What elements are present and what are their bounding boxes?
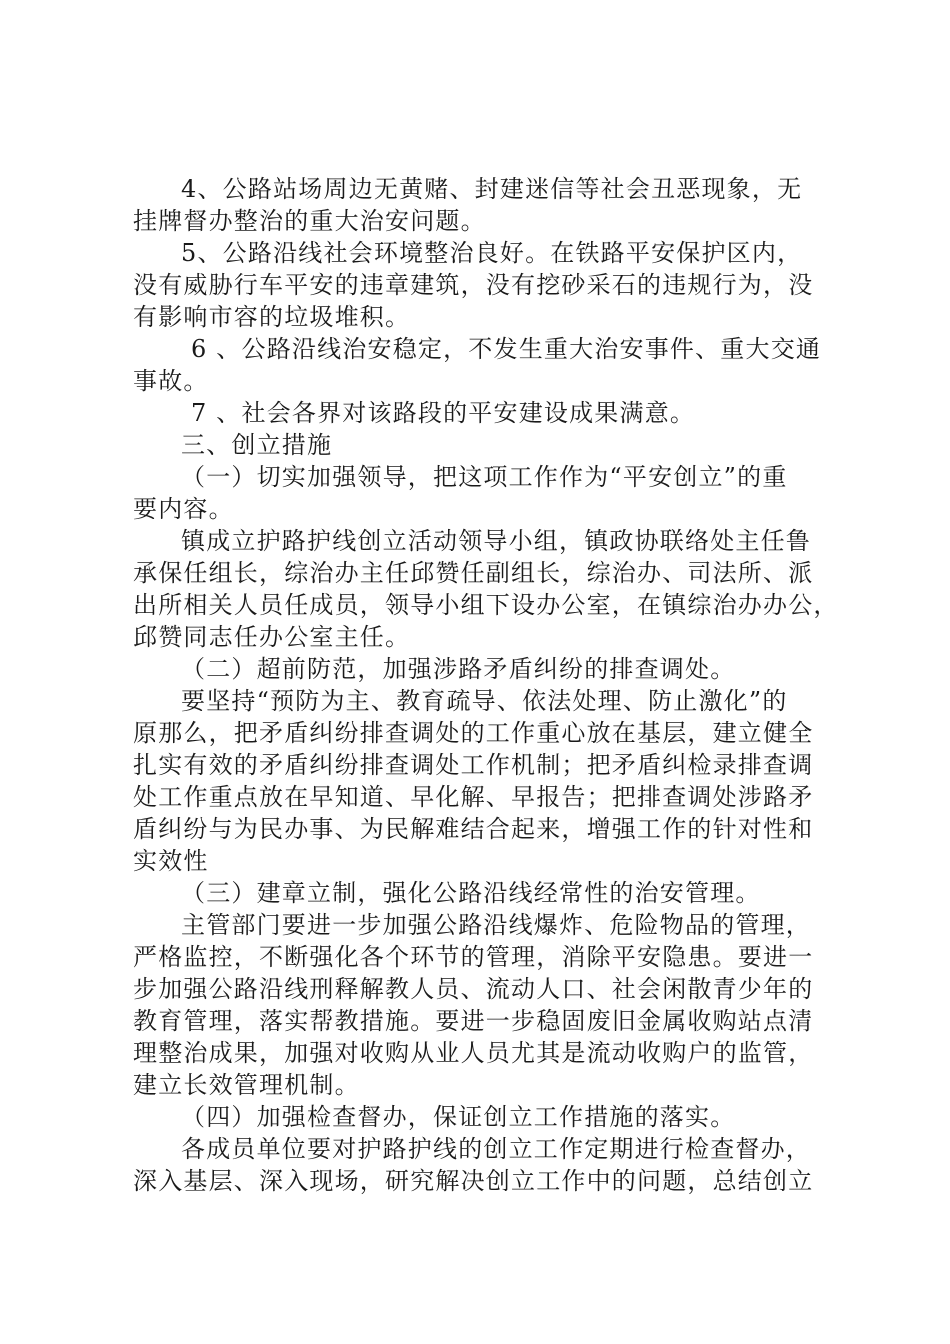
text-line: （二）超前防范，加强涉路矛盾纠纷的排查调处。 <box>181 655 736 683</box>
paragraph <box>133 877 823 909</box>
paragraph <box>133 653 823 685</box>
paragraph <box>133 237 823 333</box>
text-line: （三）建章立制，强化公路沿线经常性的治安管理。 <box>181 879 761 907</box>
text-line: 事故。 <box>133 367 209 395</box>
text-line: 教育管理，落实帮教措施。要进一步稳固废旧金属收购站点清 <box>133 1007 814 1035</box>
text-line: 5、公路沿线社会环境整治良好。在铁路平安保护区内， <box>181 239 803 267</box>
text-line: 扎实有效的矛盾纠纷排查调处工作机制；把矛盾纠检录排查调 <box>133 751 814 779</box>
text-line: 镇成立护路护线创立活动领导小组，镇政协联络处主任鲁 <box>181 527 811 555</box>
paragraph <box>133 525 839 653</box>
text-line: 处工作重点放在早知道、早化解、早报告；把排查调处涉路矛 <box>133 783 814 811</box>
paragraph <box>133 333 823 397</box>
paragraph <box>133 173 823 237</box>
text-line: 承保任组长，综治办主任邱赞任副组长，综治办、司法所、派 <box>133 559 814 587</box>
text-line: 出所相关人员任成员，领导小组下设办公室，在镇综治办办公， <box>133 591 839 619</box>
paragraph <box>133 1101 823 1133</box>
paragraph <box>133 429 823 461</box>
paragraph <box>133 1133 823 1197</box>
text-line: 要坚持“预防为主、教育疏导、依法处理、防止激化”的 <box>181 687 788 715</box>
text-line: 没有威胁行车平安的违章建筑，没有挖砂采石的违规行为，没 <box>133 271 814 299</box>
text-line: 深入基层、深入现场，研究解决创立工作中的问题，总结创立 <box>133 1167 814 1195</box>
text-line: 6 、公路沿线治安稳定，不发生重大治安事件、重大交通 <box>191 335 822 363</box>
text-line: 三、创立措施 <box>181 431 333 459</box>
text-line: （一）切实加强领导，把这项工作作为“平安创立”的重 <box>181 463 788 491</box>
text-line: 各成员单位要对护路护线的创立工作定期进行检查督办， <box>181 1135 811 1163</box>
text-line: 严格监控，不断强化各个环节的管理，消除平安隐患。要进一 <box>133 943 814 971</box>
paragraph <box>133 685 823 877</box>
text-line: 挂牌督办整治的重大治安问题。 <box>133 207 486 235</box>
text-line: 4、公路站场周边无黄赌、封建迷信等社会丑恶现象，无 <box>181 175 803 203</box>
paragraph <box>133 909 823 1101</box>
text-line: 理整治成果，加强对收购从业人员尤其是流动收购户的监管， <box>133 1039 814 1067</box>
text-line: 原那么，把矛盾纠纷排查调处的工作重心放在基层，建立健全 <box>133 719 814 747</box>
paragraph <box>133 397 823 429</box>
document-body <box>133 173 839 1197</box>
text-line: 实效性 <box>133 847 209 875</box>
text-line: 盾纠纷与为民办事、为民解难结合起来，增强工作的针对性和 <box>133 815 814 843</box>
text-line: 主管部门要进一步加强公路沿线爆炸、危险物品的管理， <box>181 911 811 939</box>
text-line: 7 、社会各界对该路段的平安建设成果满意。 <box>191 399 696 427</box>
text-line: 邱赞同志任办公室主任。 <box>133 623 411 651</box>
paragraph <box>133 461 823 525</box>
text-line: 步加强公路沿线刑释解教人员、流动人口、社会闲散青少年的 <box>133 975 814 1003</box>
text-line: 有影响市容的垃圾堆积。 <box>133 303 411 331</box>
text-line: 建立长效管理机制。 <box>133 1071 360 1099</box>
text-line: 要内容。 <box>133 495 234 523</box>
text-line: （四）加强检查督办，保证创立工作措施的落实。 <box>181 1103 736 1131</box>
